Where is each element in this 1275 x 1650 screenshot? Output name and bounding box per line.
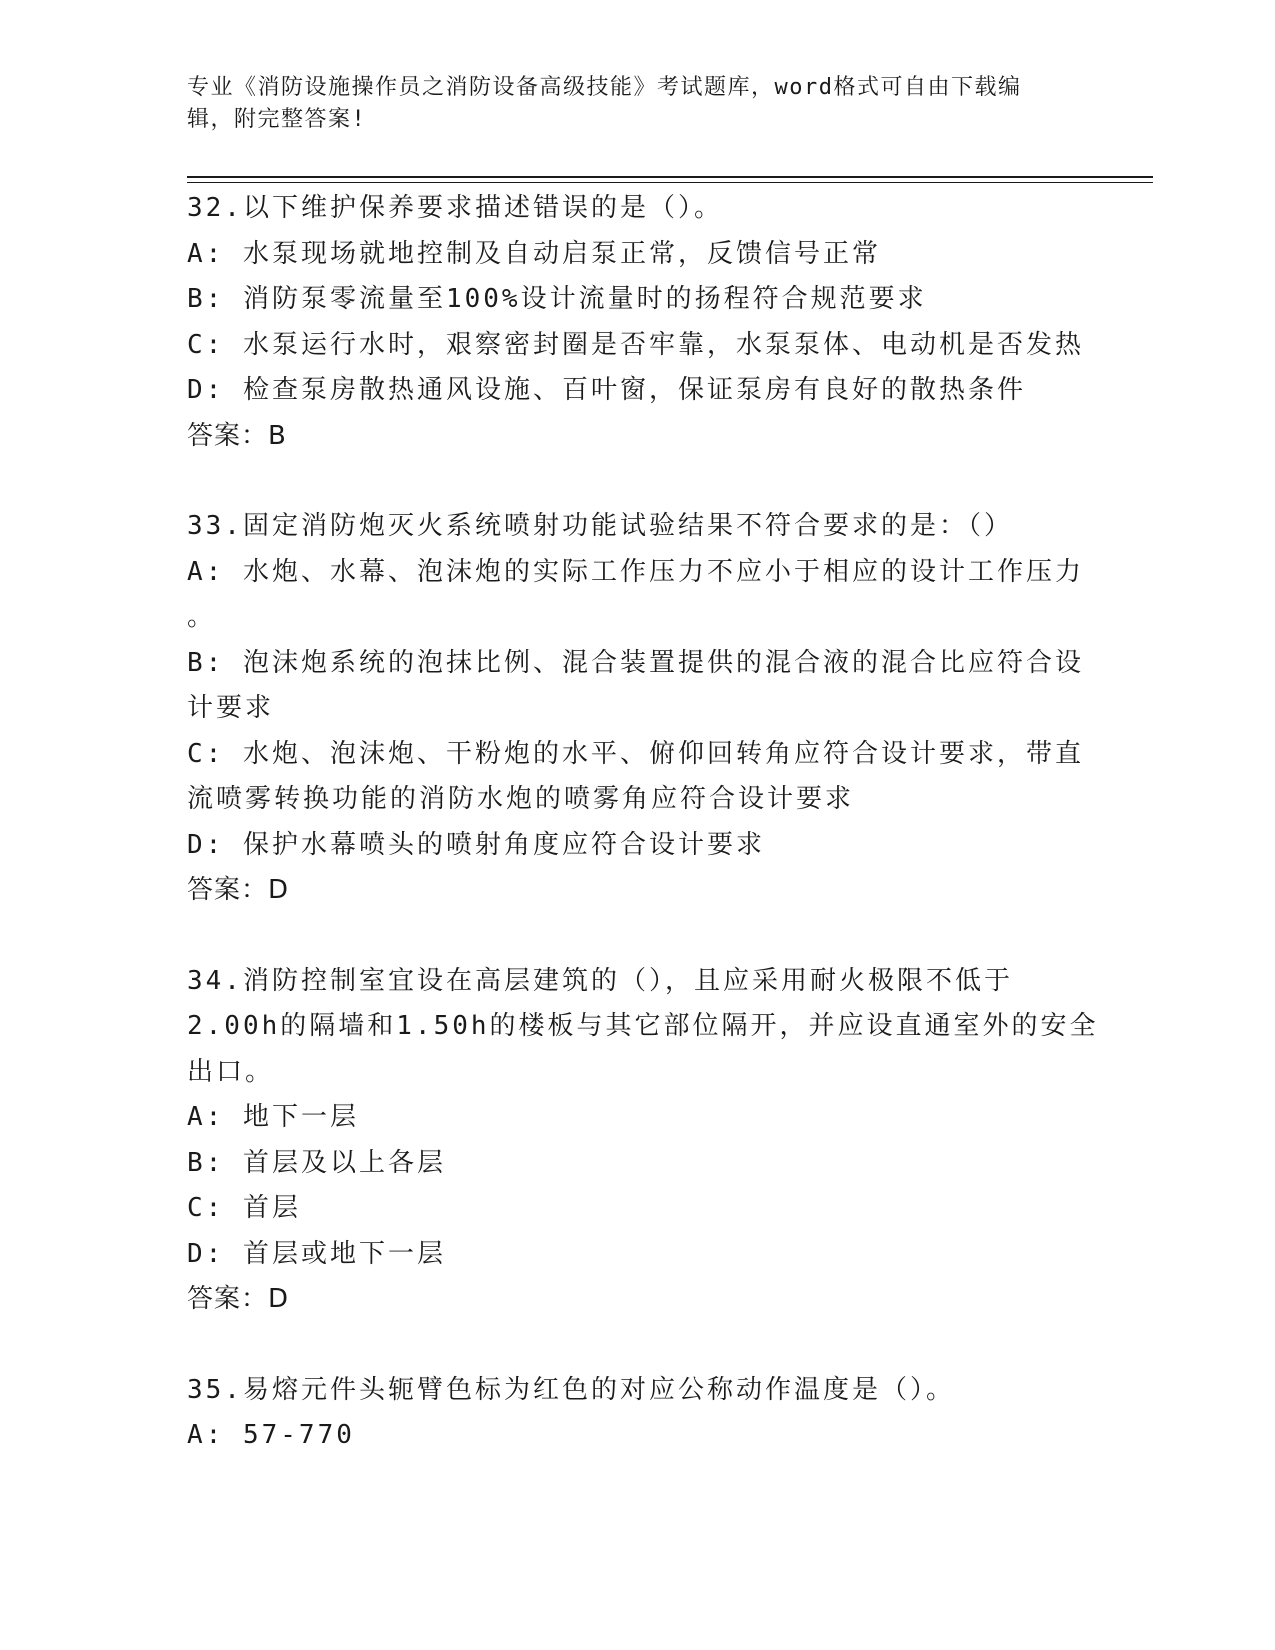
option-d: D: 保护水幕喷头的喷射角度应符合设计要求 (187, 829, 765, 860)
option-c: C: 水泵运行水时，艰察密封圈是否牢靠，水泵泵体、电动机是否发热 (187, 329, 1084, 360)
answer-label: 答案：B (187, 420, 287, 451)
question-stem-continued: 2.00h的隔墙和1.50h的楼板与其它部位隔开，并应设直通室外的安全 (187, 1011, 1099, 1041)
option-a-continued: 。 (187, 602, 217, 632)
question-stem-continued: 出口。 (187, 1056, 275, 1087)
option-a: A: 地下一层 (187, 1102, 359, 1132)
option-a: A: 水泵现场就地控制及自动启泵正常，反馈信号正常 (187, 238, 881, 269)
option-c: C: 水炮、泡沫炮、干粉炮的水平、俯仰回转角应符合设计要求，带直 (187, 738, 1084, 769)
option-b-continued: 计要求 (187, 693, 275, 723)
option-c: C: 首层 (187, 1193, 301, 1223)
question-34 (187, 959, 1099, 1323)
header-line-2: 辑，附完整答案! (187, 107, 367, 132)
question-stem: 32.以下维护保养要求描述错误的是（）。 (187, 193, 723, 223)
question-33 (187, 504, 1087, 914)
option-b: B: 消防泵零流量至100%设计流量时的扬程符合规范要求 (187, 284, 927, 314)
question-stem: 33.固定消防炮灭火系统喷射功能试验结果不符合要求的是：（） (187, 511, 1013, 541)
option-b: B: 泡沫炮系统的泡抹比例、混合装置提供的混合液的混合比应符合设 (187, 647, 1084, 678)
question-32 (187, 186, 1087, 459)
question-35 (187, 1368, 1087, 1459)
option-c-continued: 流喷雾转换功能的消防水炮的喷雾角应符合设计要求 (187, 784, 855, 814)
header-divider-thin (187, 182, 1153, 183)
answer-label: 答案：D (187, 1284, 290, 1314)
option-a: A: 水炮、水幕、泡沫炮的实际工作压力不应小于相应的设计工作压力 (187, 556, 1084, 587)
answer-label: 答案：D (187, 875, 290, 905)
question-stem: 35.易熔元件头轭臂色标为红色的对应公称动作温度是（）。 (187, 1374, 955, 1405)
header-line-1: 专业《消防设施操作员之消防设备高级技能》考试题库，word格式可自由下载编 (187, 75, 1022, 100)
option-a: A: 57-770 (187, 1420, 355, 1450)
option-b: B: 首层及以上各层 (187, 1147, 446, 1178)
option-d: D: 检查泵房散热通风设施、百叶窗，保证泵房有良好的散热条件 (187, 375, 1026, 405)
option-d: D: 首层或地下一层 (187, 1238, 446, 1269)
document-header (187, 72, 1087, 136)
question-list (187, 186, 1099, 1504)
question-stem: 34.消防控制室宜设在高层建筑的（），且应采用耐火极限不低于 (187, 965, 1013, 996)
header-divider-thick (187, 176, 1153, 178)
